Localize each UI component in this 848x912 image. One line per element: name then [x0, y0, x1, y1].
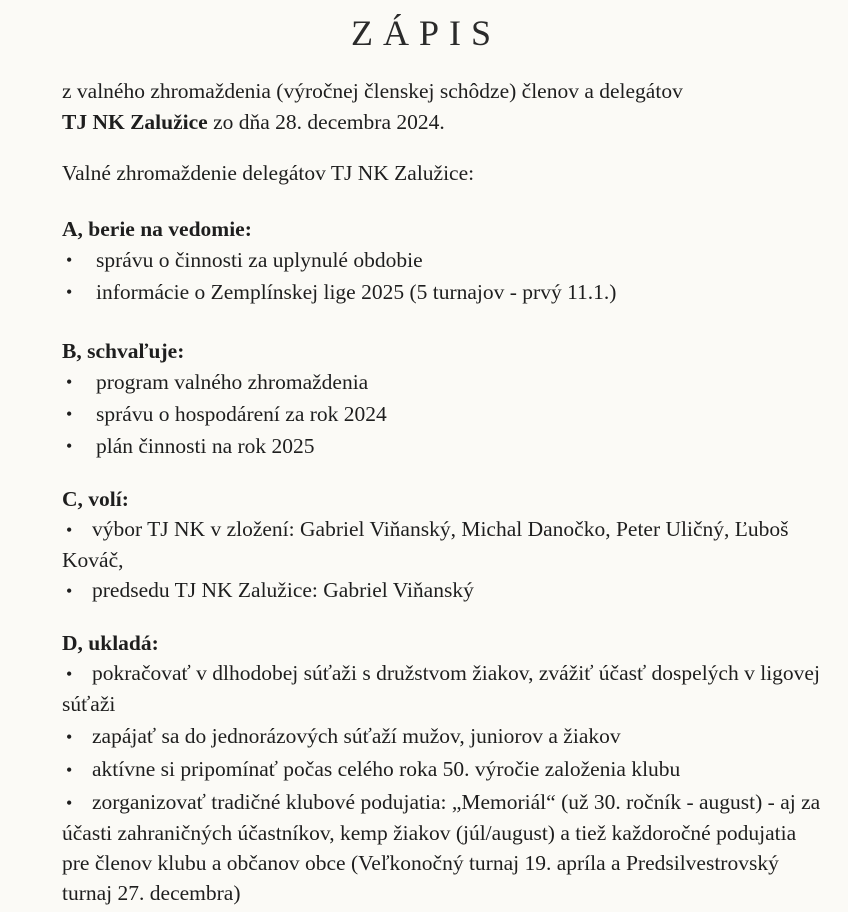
club-name: TJ NK Zalužice	[62, 110, 208, 134]
bullet-icon: •	[66, 581, 73, 601]
section-b-heading: B, schvaľuje:	[62, 339, 185, 363]
list-item	[62, 787, 822, 908]
bullet-icon: •	[66, 372, 73, 392]
list-item-text: zorganizovať tradičné klubové podujatia: „Memoriál“ (už 30. ročník - august) - aj za účasti zahraničných účastníkov, kemp žiakov (júl/august) a tiež každoročné podujatia pre členov klubu a občanov obce (Veľkonočný turnaj 19. apríla a Predsilvestrovský turnaj 27. decembra)	[62, 790, 821, 905]
list-item	[62, 398, 822, 430]
list-item	[62, 575, 822, 606]
bullet-icon: •	[66, 793, 73, 813]
section-b	[62, 336, 822, 462]
section-d	[62, 628, 822, 910]
list-item-text: plán činnosti na rok 2025	[96, 434, 315, 458]
list-item	[62, 514, 822, 575]
intro-line-2	[62, 107, 822, 138]
list-item-text: aktívne si pripomínať počas celého roka 50. výročie založenia klubu	[92, 757, 681, 781]
list-item	[62, 276, 822, 308]
section-d-heading: D, ukladá:	[62, 631, 159, 655]
lead-sentence: Valné zhromaždenie delegátov TJ NK Zalužice:	[62, 161, 475, 185]
list-item-text: zapájať sa do jednorázových súťaží mužov, juniorov a žiakov	[92, 724, 621, 748]
list-item	[62, 430, 822, 462]
list-item-text: výbor TJ NK v zložení: Gabriel Viňanský, Michal Danočko, Peter Uličný, Ľuboš Kováč,	[62, 517, 789, 572]
list-item	[62, 366, 822, 398]
bullet-icon: •	[66, 404, 73, 424]
list-item-text: správu o činnosti za uplynulé obdobie	[96, 248, 423, 272]
section-c-list	[62, 514, 822, 606]
list-item	[62, 721, 822, 752]
section-b-list	[62, 366, 822, 462]
bullet-icon: •	[66, 760, 73, 780]
list-item	[62, 244, 822, 276]
intro-paragraph	[62, 76, 822, 138]
list-item-text: informácie o Zemplínskej lige 2025 (5 turnajov - prvý 11.1.)	[96, 280, 617, 304]
section-d-list	[62, 658, 822, 908]
section-c-heading: C, volí:	[62, 487, 129, 511]
bullet-icon: •	[66, 282, 73, 302]
bullet-icon: •	[66, 664, 73, 684]
list-item-text: predsedu TJ NK Zalužice: Gabriel Viňanský	[92, 578, 474, 602]
bullet-icon: •	[66, 250, 73, 270]
section-a	[62, 214, 822, 308]
intro-line-1: z valného zhromaždenia (výročnej členskej schôdze) členov a delegátov	[62, 79, 683, 103]
list-item-text: program valného zhromaždenia	[96, 370, 369, 394]
meeting-date-text: zo dňa 28. decembra 2024.	[207, 110, 445, 134]
section-a-list	[62, 244, 822, 308]
bullet-icon: •	[66, 727, 73, 747]
bullet-icon: •	[66, 520, 73, 540]
section-c	[62, 484, 822, 606]
list-item-text: pokračovať v dlhodobej súťaži s družstvom žiakov, zvážiť účasť dospelých v ligovej súťaži	[62, 661, 820, 716]
section-a-heading: A, berie na vedomie:	[62, 217, 252, 241]
list-item-text: správu o hospodárení za rok 2024	[96, 402, 387, 426]
list-item	[62, 754, 822, 785]
document-title: ZÁPIS	[350, 13, 502, 53]
list-item	[62, 658, 822, 719]
bullet-icon: •	[66, 436, 73, 456]
